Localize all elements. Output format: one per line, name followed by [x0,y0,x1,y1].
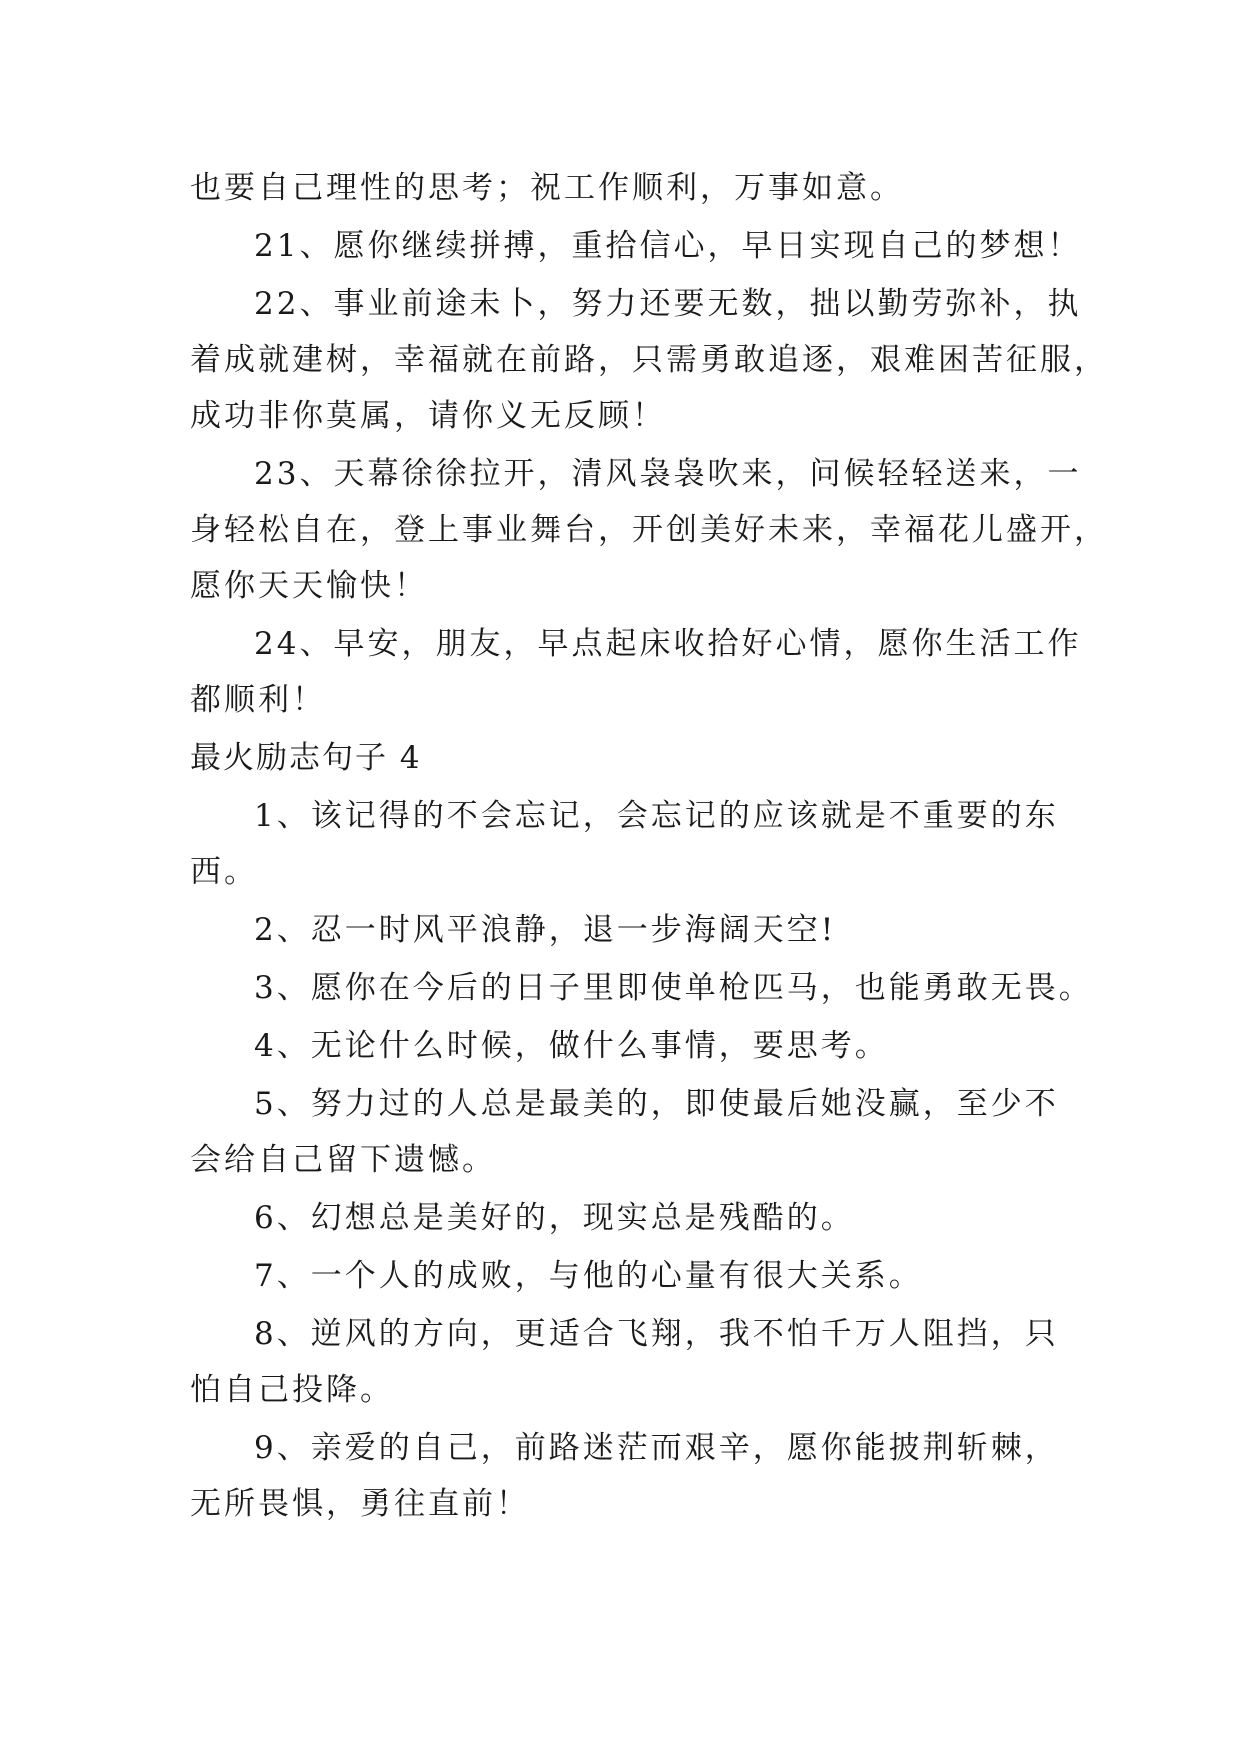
paragraph-line: 24、早安，朋友，早点起床收拾好心情，愿你生活工作 [254,626,1082,662]
paragraph-line: 4、无论什么时候，做什么事情，要思考。 [254,1028,889,1064]
section-heading [190,730,1060,786]
paragraph [190,446,1108,614]
paragraph-line: 1、该记得的不会忘记，会忘记的应该就是不重要的东 [254,798,1059,834]
paragraph [190,1076,1060,1188]
paragraph-line: 无所畏惧，勇往直前！ [190,1486,530,1522]
paragraph-line: 怕自己投降。 [190,1372,394,1408]
heading-text: 最火励志句子 4 [190,740,422,776]
paragraph [190,616,1082,728]
paragraph-line: 6、幻想总是美好的，现实总是残酷的。 [254,1200,855,1236]
paragraph [190,788,1060,900]
paragraph [190,1248,1060,1304]
paragraph-line: 身轻松自在，登上事业舞台，开创美好未来，幸福花儿盛开， [190,512,1108,548]
paragraph-line: 都顺利！ [190,682,326,718]
paragraph-line: 着成就建树，幸福就在前路，只需勇敢追逐，艰难困苦征服， [190,342,1108,378]
paragraph [190,1420,1060,1532]
paragraph-line: 8、逆风的方向，更适合飞翔，我不怕千万人阻挡，只 [254,1316,1059,1352]
paragraph-line: 西。 [190,854,258,890]
document-body [190,160,1108,1534]
paragraph-line: 愿你天天愉快！ [190,568,428,604]
paragraph-line: 22、事业前途未卜，努力还要无数，拙以勤劳弥补，执 [254,286,1082,322]
paragraph-line: 7、一个人的成败，与他的心量有很大关系。 [254,1258,923,1294]
paragraph [190,960,1093,1016]
paragraph-line: 成功非你莫属，请你义无反顾！ [190,398,666,434]
paragraph [190,1018,1060,1074]
paragraph-line: 9、亲爱的自己，前路迷茫而艰辛，愿你能披荆斩棘， [254,1430,1059,1466]
paragraph [190,218,1082,274]
paragraph-line: 会给自己留下遗憾。 [190,1142,496,1178]
paragraph [190,902,1060,958]
paragraph [190,1190,1060,1246]
paragraph [190,1306,1060,1418]
paragraph [190,276,1108,444]
paragraph [190,160,1060,216]
paragraph-line: 23、天幕徐徐拉开，清风袅袅吹来，问候轻轻送来，一 [254,456,1082,492]
paragraph-line: 3、愿你在今后的日子里即使单枪匹马，也能勇敢无畏。 [254,970,1093,1006]
paragraph-line: 2、忍一时风平浪静，退一步海阔天空! [254,912,837,948]
paragraph-line: 21、愿你继续拼搏，重拾信心，早日实现自己的梦想！ [254,228,1082,264]
paragraph-line: 5、努力过的人总是最美的，即使最后她没赢，至少不 [254,1086,1059,1122]
paragraph-line: 也要自己理性的思考；祝工作顺利，万事如意。 [190,170,904,206]
